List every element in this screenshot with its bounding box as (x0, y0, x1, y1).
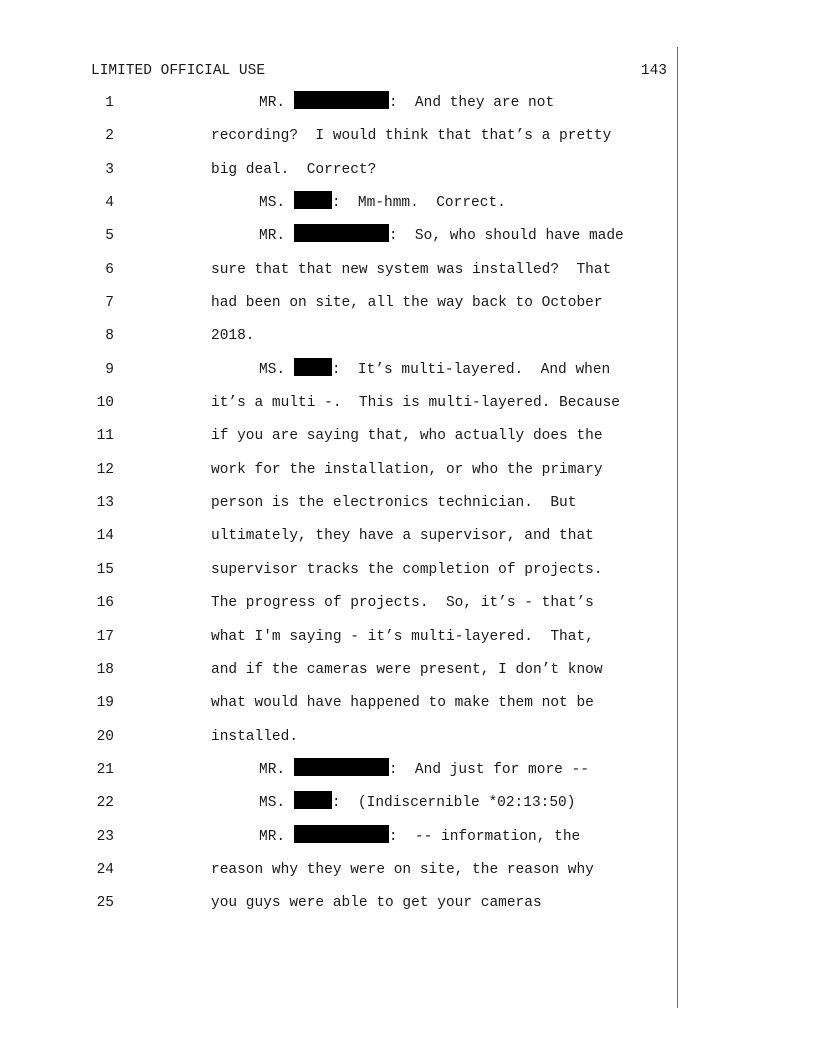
transcript-line (0, 191, 816, 224)
transcript-line (0, 224, 816, 257)
speaker-statement: : -- information, the (388, 828, 581, 845)
line-text: The progress of projects. So, it’s - that’s (211, 595, 594, 612)
page-number: 143 (640, 63, 667, 79)
redacted-name-box (294, 358, 332, 376)
line-number: 13 (96, 495, 114, 512)
line-number: 24 (96, 861, 114, 878)
line-number: 22 (96, 795, 114, 812)
transcript-line (0, 424, 816, 457)
redacted-name-box (294, 191, 332, 209)
speaker-statement: : Mm-hmm. Correct. (331, 195, 506, 212)
speaker-line (259, 825, 580, 849)
speaker-statement: : (Indiscernible *02:13:50) (331, 795, 576, 812)
speaker-title: MR. (259, 761, 294, 778)
line-text: big deal. Correct? (211, 161, 377, 178)
line-number: 20 (96, 728, 114, 745)
line-number: 25 (96, 895, 114, 912)
transcript-line (0, 625, 816, 658)
line-number: 8 (105, 328, 114, 345)
transcript-line (0, 291, 816, 324)
transcript-line (0, 158, 816, 191)
line-text: what I'm saying - it’s multi-layered. That, (211, 628, 594, 645)
speaker-title: MR. (259, 95, 294, 111)
line-text: it’s a multi -. This is multi-layered. Because (211, 395, 620, 412)
transcript-line (0, 324, 816, 357)
line-text: installed. (211, 728, 299, 745)
line-number: 21 (96, 761, 114, 778)
redacted-name-box (294, 91, 389, 109)
transcript-line (0, 91, 816, 124)
line-text: 2018. (211, 328, 255, 345)
transcript-line (0, 891, 816, 924)
transcript-line (0, 258, 816, 291)
line-number: 12 (96, 461, 114, 478)
transcript-line (0, 391, 816, 424)
speaker-line (259, 791, 575, 815)
line-text: you guys were able to get your cameras (211, 895, 542, 912)
line-text: ultimately, they have a supervisor, and that (211, 528, 594, 545)
line-text: if you are saying that, who actually does the (211, 428, 603, 445)
speaker-title: MS. (259, 195, 294, 212)
line-number: 3 (105, 161, 114, 178)
line-text: recording? I would think that that’s a pretty (211, 128, 612, 145)
speaker-title: MR. (259, 228, 294, 245)
line-number: 7 (105, 295, 114, 312)
transcript-line (0, 358, 816, 391)
line-text: and if the cameras were present, I don’t know (211, 661, 603, 678)
transcript-line (0, 658, 816, 691)
speaker-line (259, 91, 554, 115)
redacted-name-box (294, 758, 389, 776)
speaker-line (259, 224, 624, 248)
line-number: 9 (105, 361, 114, 378)
speaker-statement: : And just for more -- (388, 761, 589, 778)
redacted-name-box (294, 791, 332, 809)
transcript-body (0, 91, 816, 925)
line-number: 19 (96, 695, 114, 712)
speaker-title: MS. (259, 361, 294, 378)
redacted-name-box (294, 224, 389, 242)
line-number: 5 (105, 228, 114, 245)
speaker-statement: : So, who should have made (388, 228, 624, 245)
speaker-line (259, 358, 610, 382)
transcript-line (0, 558, 816, 591)
line-number: 10 (96, 395, 114, 412)
transcript-line (0, 591, 816, 624)
redacted-name-box (294, 825, 389, 843)
line-text: sure that that new system was installed? That (211, 261, 612, 278)
line-number: 1 (105, 95, 114, 111)
transcript-line (0, 858, 816, 891)
transcript-line (0, 825, 816, 858)
speaker-title: MR. (259, 828, 294, 845)
transcript-line (0, 725, 816, 758)
line-number: 15 (96, 561, 114, 578)
line-text: person is the electronics technician. But (211, 495, 577, 512)
speaker-title: MS. (259, 795, 294, 812)
speaker-line (259, 758, 589, 782)
transcript-line (0, 124, 816, 157)
speaker-statement: : And they are not (388, 95, 555, 111)
speaker-statement: : It’s multi-layered. And when (331, 361, 611, 378)
line-number: 6 (105, 261, 114, 278)
line-text: work for the installation, or who the primary (211, 461, 603, 478)
line-number: 14 (96, 528, 114, 545)
line-number: 2 (105, 128, 114, 145)
line-number: 16 (96, 595, 114, 612)
transcript-line (0, 791, 816, 824)
line-number: 11 (96, 428, 114, 445)
transcript-line (0, 491, 816, 524)
line-number: 17 (96, 628, 114, 645)
line-text: supervisor tracks the completion of projects. (211, 561, 603, 578)
speaker-line (259, 191, 506, 215)
classification-marking: LIMITED OFFICIAL USE (91, 63, 266, 79)
line-text: what would have happened to make them not be (211, 695, 594, 712)
transcript-line (0, 758, 816, 791)
line-text: reason why they were on site, the reason why (211, 861, 594, 878)
line-number: 18 (96, 661, 114, 678)
transcript-line (0, 691, 816, 724)
line-number: 23 (96, 828, 114, 845)
transcript-line (0, 524, 816, 557)
line-text: had been on site, all the way back to October (211, 295, 603, 312)
transcript-line (0, 458, 816, 491)
line-number: 4 (105, 195, 114, 212)
